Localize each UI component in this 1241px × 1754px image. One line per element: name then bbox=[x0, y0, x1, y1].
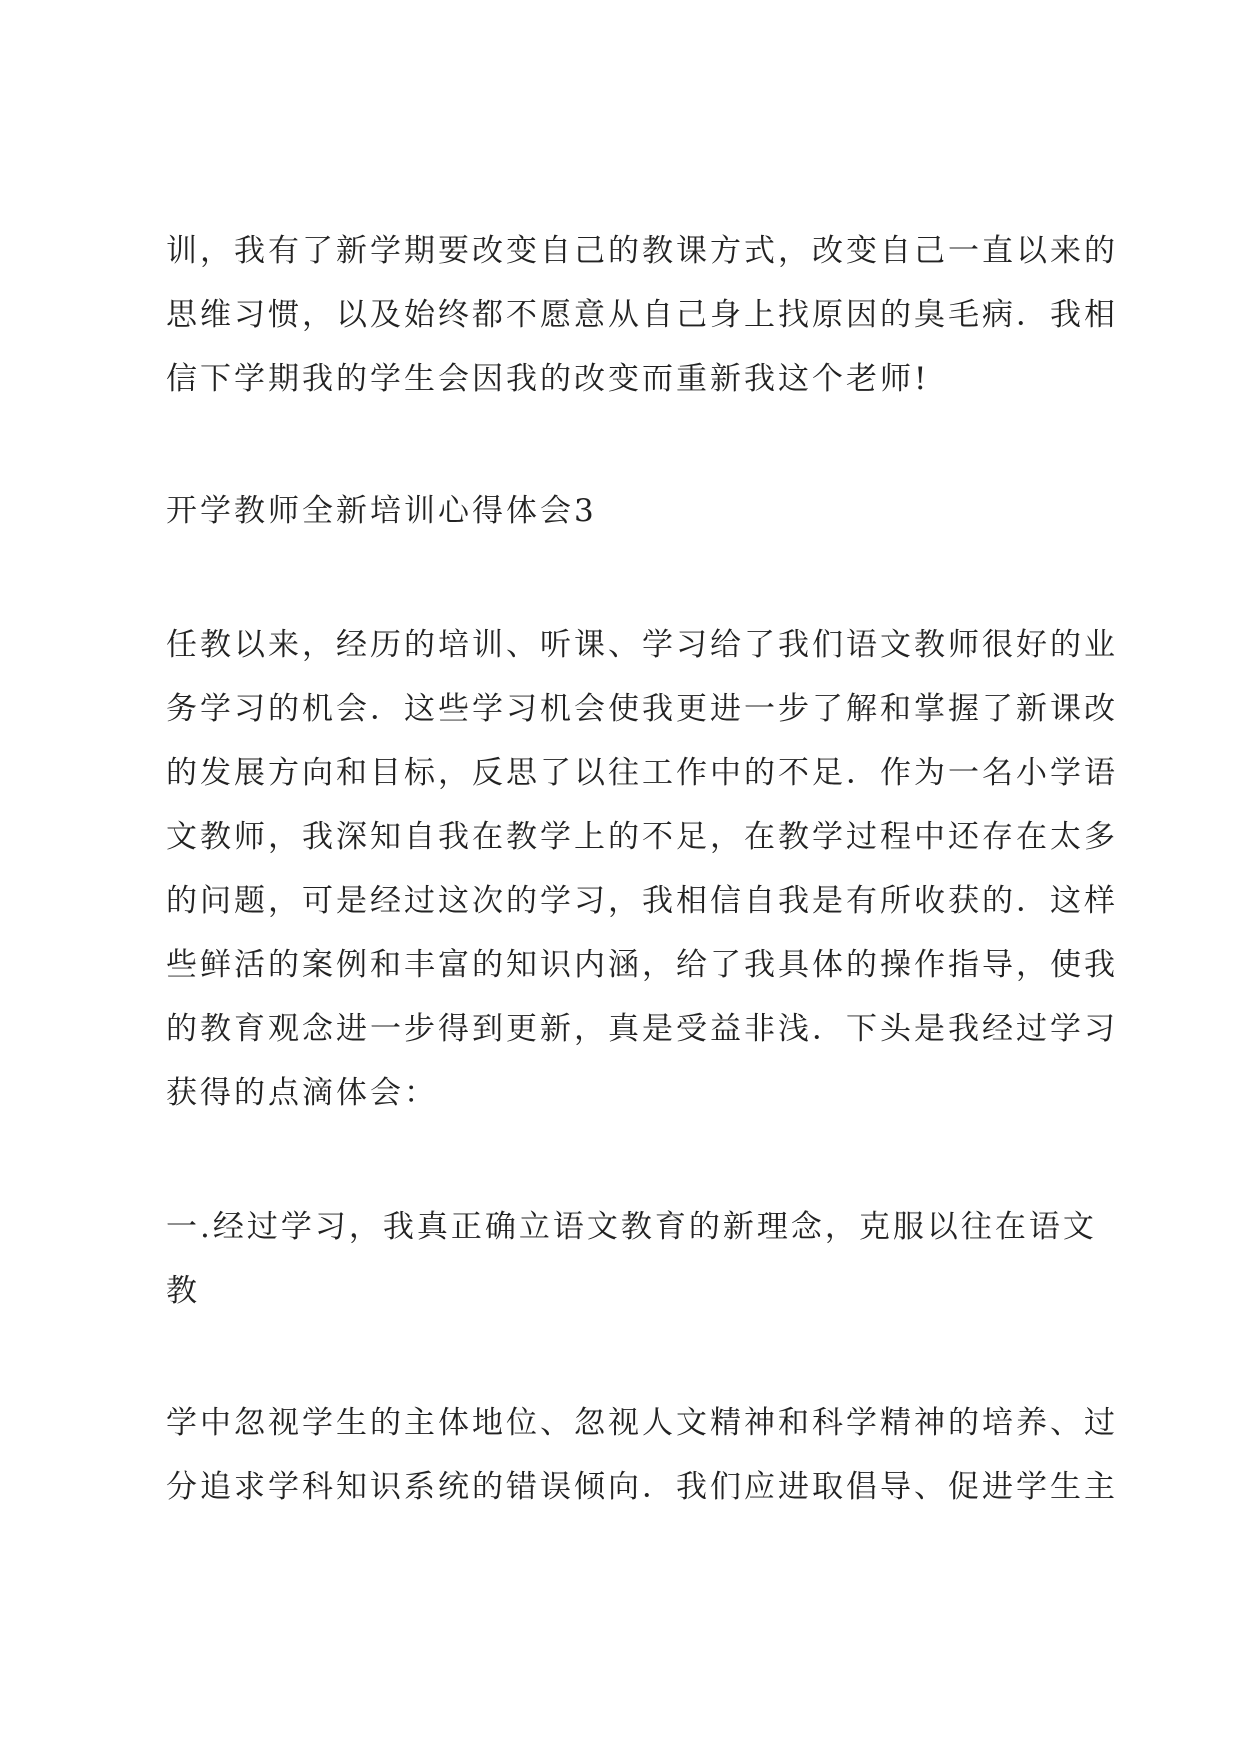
text-line: 的教育观念进一步得到更新，真是受益非浅．下头是我经过学习 bbox=[166, 1011, 1118, 1047]
text-line: 的发展方向和目标，反思了以往工作中的不足．作为一名小学语 bbox=[166, 755, 1118, 791]
text-line: 训，我有了新学期要改变自己的教课方式，改变自己一直以来的 bbox=[166, 233, 1118, 269]
text-line: 些鲜活的案例和丰富的知识内涵，给了我具体的操作指导，使我 bbox=[166, 947, 1118, 983]
text-line: 分追求学科知识系统的错误倾向．我们应进取倡导、促进学生主 bbox=[166, 1469, 1118, 1505]
text-line: 教 bbox=[166, 1273, 200, 1309]
text-line: 获得的点滴体会： bbox=[166, 1075, 438, 1111]
section-heading: 开学教师全新培训心得体会3 bbox=[166, 493, 597, 529]
text-line: 文教师，我深知自我在教学上的不足，在教学过程中还存在太多 bbox=[166, 819, 1118, 855]
text-line: 一.经过学习，我真正确立语文教育的新理念，克服以往在语文 bbox=[166, 1209, 1097, 1245]
text-line: 任教以来，经历的培训、听课、学习给了我们语文教师很好的业 bbox=[166, 627, 1118, 663]
text-line: 信下学期我的学生会因我的改变而重新我这个老师! bbox=[166, 361, 930, 397]
text-line: 学中忽视学生的主体地位、忽视人文精神和科学精神的培养、过 bbox=[166, 1405, 1118, 1441]
text-line: 务学习的机会．这些学习机会使我更进一步了解和掌握了新课改 bbox=[166, 691, 1118, 727]
text-line: 思维习惯，以及始终都不愿意从自己身上找原因的臭毛病．我相 bbox=[166, 297, 1118, 333]
text-line: 的问题，可是经过这次的学习，我相信自我是有所收获的．这样 bbox=[166, 883, 1118, 919]
